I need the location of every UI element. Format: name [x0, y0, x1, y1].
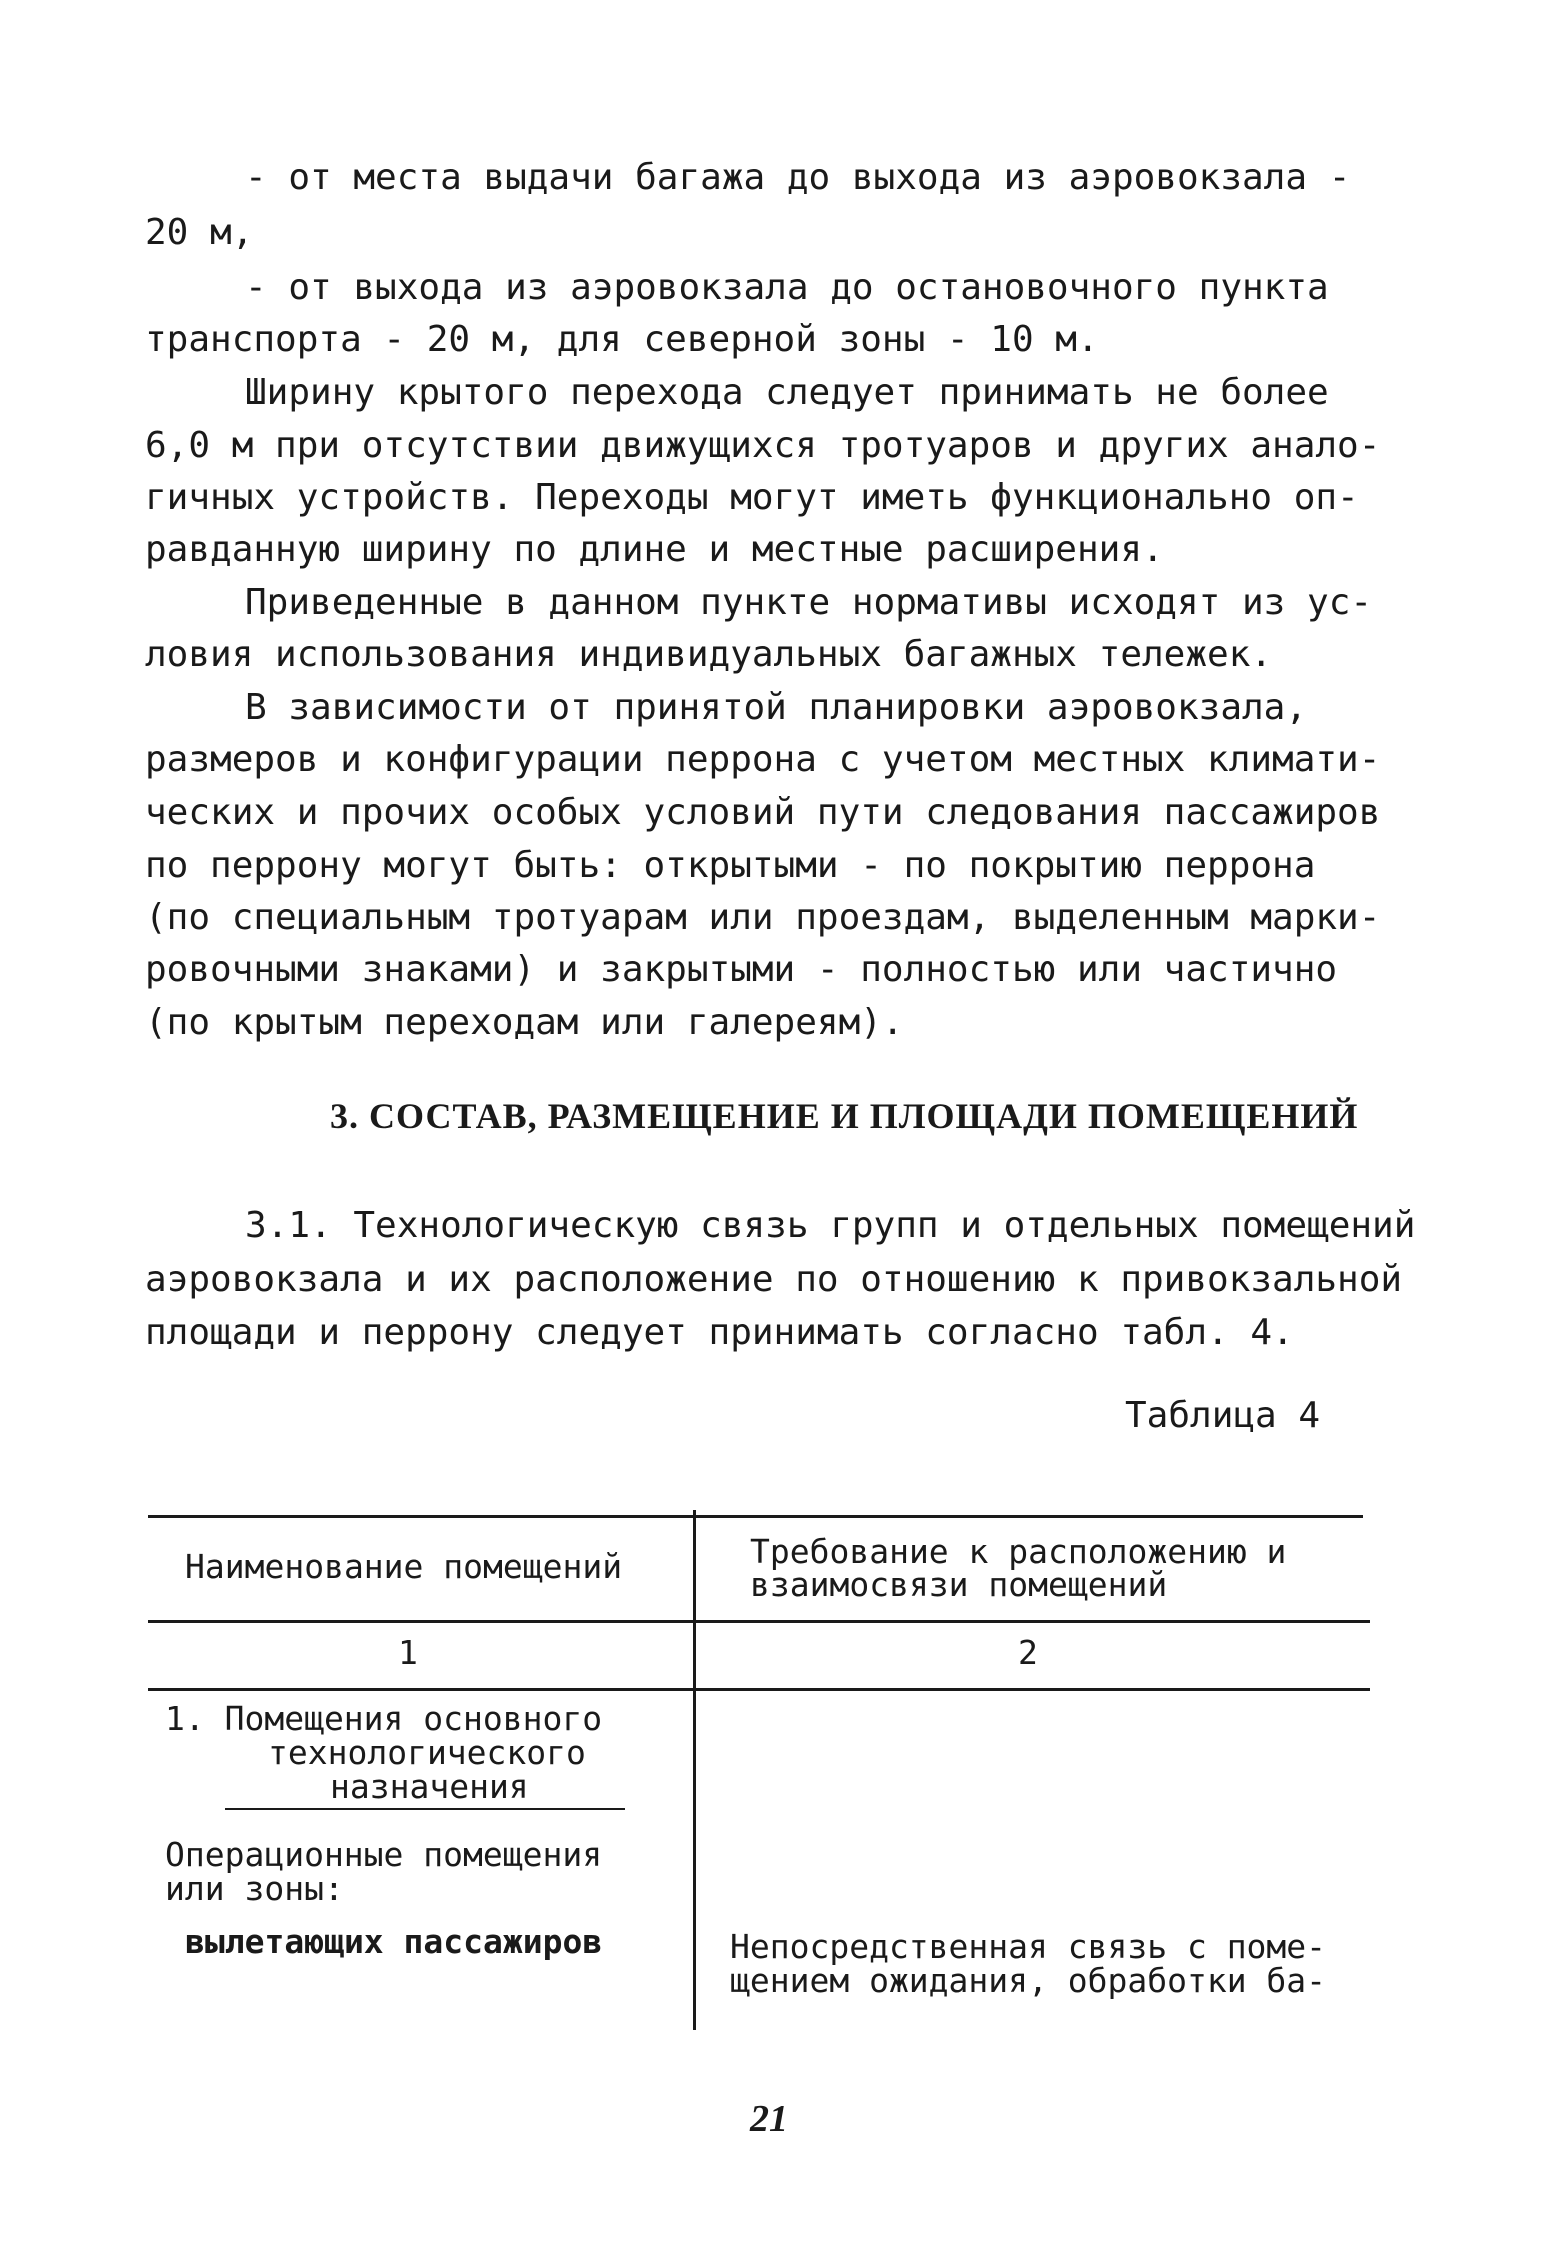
group-title: технологического: [268, 1733, 586, 1772]
body-line: - от выхода из аэровокзала до остановочного пункта: [245, 267, 1329, 308]
page-number: 21: [750, 2098, 788, 2140]
body-line: гичных устройств. Переходы могут иметь функционально оп-: [145, 477, 1359, 518]
body-line: (по крытым переходам или галереям).: [145, 1002, 904, 1043]
table-caption: Таблица 4: [1125, 1395, 1321, 1436]
table-header-rule: [148, 1620, 1370, 1623]
section-line: площади и перрону следует принимать согласно табл. 4.: [145, 1312, 1294, 1353]
table-top-rule: [148, 1515, 1363, 1518]
body-line: ровочными знаками) и закрытыми - полностью или частично: [145, 949, 1338, 990]
body-line: (по специальным тротуарам или проездам, выделенным марки-: [145, 897, 1381, 938]
body-line: по перрону могут быть: открытыми - по покрытию перрона: [145, 845, 1316, 886]
group-title: назначения: [330, 1767, 529, 1806]
body-line: ческих и прочих особых условий пути следования пассажиров: [145, 792, 1381, 833]
body-line: равданную ширину по длине и местные расширения.: [145, 529, 1164, 570]
table-column-divider: [693, 1510, 696, 2030]
row-name: вылетающих пассажиров: [185, 1922, 603, 1961]
row-requirement: щением ожидания, обработки ба-: [730, 1961, 1327, 2000]
body-line: Приведенные в данном пункте нормативы исходят из ус-: [245, 582, 1373, 623]
section-heading: 3. СОСТАВ, РАЗМЕЩЕНИЕ И ПЛОЩАДИ ПОМЕЩЕНИЙ: [330, 1096, 1359, 1136]
column-number: 1: [398, 1633, 418, 1672]
body-line: 6,0 м при отсутствии движущихся тротуаров и других анало-: [145, 425, 1381, 466]
column-header-requirement: Требование к расположению и: [750, 1532, 1287, 1571]
group-title: 1. Помещения основного: [165, 1699, 603, 1738]
group-title-underline: [225, 1808, 625, 1810]
body-line: В зависимости от принятой планировки аэровокзала,: [245, 687, 1308, 728]
column-header-name: Наименование помещений: [185, 1547, 623, 1586]
table-number-rule: [148, 1688, 1370, 1691]
body-line: размеров и конфигурации перрона с учетом местных климати-: [145, 739, 1381, 780]
row-requirement: Непосредственная связь с поме-: [730, 1927, 1327, 1966]
column-header-requirement: взаимосвязи помещений: [750, 1565, 1168, 1604]
subgroup-title: Операционные помещения: [165, 1835, 603, 1874]
section-line: аэровокзала и их расположение по отношению к привокзальной: [145, 1259, 1403, 1300]
subgroup-title: или зоны:: [165, 1869, 344, 1908]
body-line: ловия использования индивидуальных багажных тележек.: [145, 634, 1273, 675]
column-number: 2: [1018, 1633, 1038, 1672]
body-line: 20 м,: [145, 212, 254, 253]
body-line: - от места выдачи багажа до выхода из аэровокзала -: [245, 157, 1351, 198]
section-line: 3.1. Технологическую связь групп и отдельных помещений: [245, 1205, 1416, 1246]
body-line: Ширину крытого перехода следует принимать не более: [245, 372, 1329, 413]
body-line: транспорта - 20 м, для северной зоны - 10 м.: [145, 319, 1099, 360]
